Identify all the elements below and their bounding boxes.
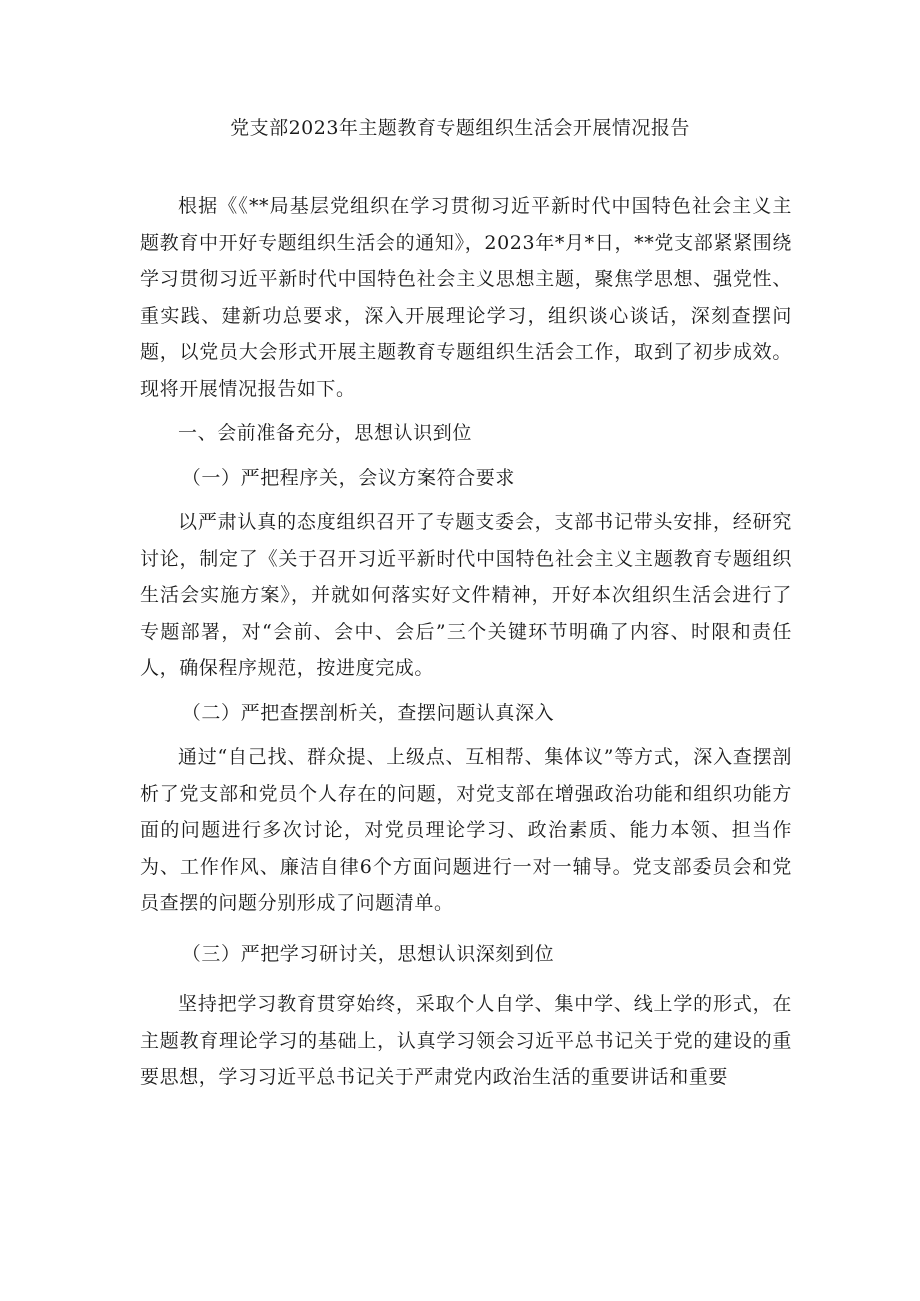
document-body <box>140 188 792 1096</box>
document-title: 党支部2023年主题教育专题组织生活会开展情况报告 <box>230 117 690 139</box>
section-heading-1: 一、会前准备充分，思想认识到位 <box>178 422 473 444</box>
subsection-heading-2: （二）严把查摆剖析关，查摆问题认真深入 <box>181 701 555 724</box>
subsection-heading-1: （一）严把程序关，会议方案符合要求 <box>181 466 515 489</box>
subsection-heading-3: （三）严把学习研讨关，思想认识深刻到位 <box>181 942 555 965</box>
intro-paragraph: 根据《《**局基层党组织在学习贯彻习近平新时代中国特色社会主义主题教育中开好专题组织生活会的通知》，2023年*月*日，**党支部紧紧围绕学习贯彻习近平新时代中国特色社会主义思想主题，聚焦学思想、强党性、重实践、建新功总要求，深入开展理论学习，组织谈心谈话，深刻查摆问题，以党员大会形式开展主题教育专题组织生活会工作，取到了初步成效。现将开展情况报告如下。 <box>140 195 792 400</box>
subsection-3-paragraph: 坚持把学习教育贯穿始终，采取个人自学、集中学、线上学的形式，在主题教育理论学习的基础上，认真学习领会习近平总书记关于党的建设的重要思想，学习习近平总书记关于严肃党内政治生活的重要讲话和重要 <box>140 993 792 1088</box>
subsection-2-paragraph: 通过“自己找、群众提、上级点、互相帮、集体议”等方式，深入查摆剖析了党支部和党员个人存在的问题，对党支部在增强政治功能和组织功能方面的问题进行多次讨论，对党员理论学习、政治素质、能力本领、担当作为、工作作风、廉洁自律6个方面问题进行一对一辅导。党支部委员会和党员查摆的问题分别形成了问题清单。 <box>140 746 792 914</box>
subsection-1-paragraph: 以严肃认真的态度组织召开了专题支委会，支部书记带头安排，经研究讨论，制定了《关于召开习近平新时代中国特色社会主义主题教育专题组织生活会实施方案》，并就如何落实好文件精神，开好本次组织生活会进行了专题部署，对“会前、会中、会后”三个关键环节明确了内容、时限和责任人，确保程序规范，按进度完成。 <box>140 511 792 679</box>
